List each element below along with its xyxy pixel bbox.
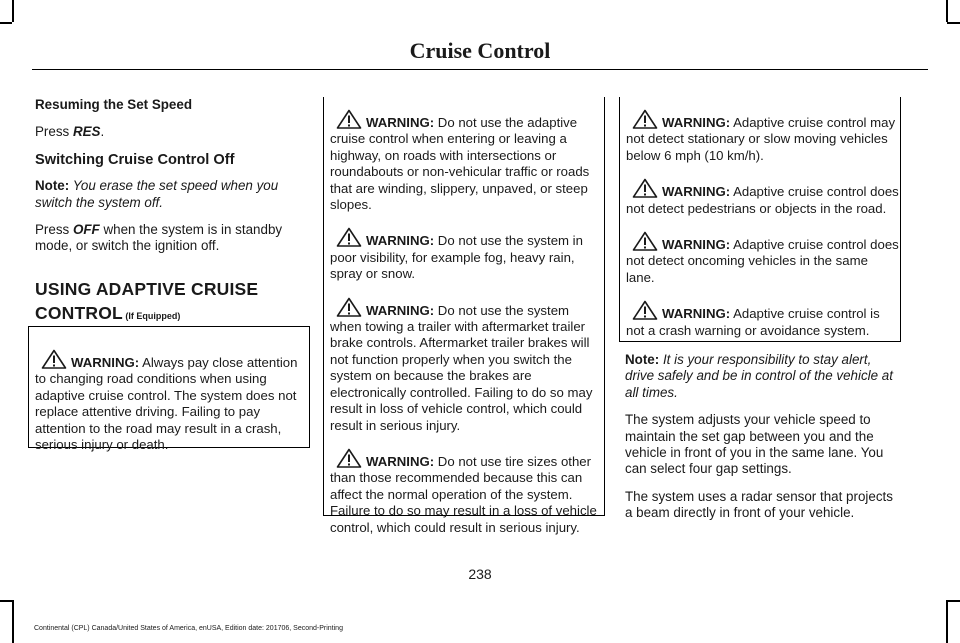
warning-box-1 — [28, 326, 310, 453]
crop-mark — [0, 22, 12, 24]
warning-item — [330, 227, 604, 282]
section-heading: USING ADAPTIVE CRUISE CONTROL (If Equipped) — [35, 278, 259, 323]
warning-label: WARNING: — [366, 115, 435, 130]
crop-mark — [946, 0, 948, 22]
warning-label: WARNING: — [366, 302, 435, 318]
footer-edition: Continental (CPL) Canada/United States of America, enUSA, Edition date: 201706, Second-Printing — [34, 625, 343, 632]
warning-box-2 — [323, 97, 605, 535]
warning-item — [330, 109, 604, 213]
warning-triangle-icon — [336, 448, 362, 468]
crop-mark — [947, 22, 960, 24]
resume-heading: Resuming the Set Speed — [35, 97, 192, 112]
crop-mark — [12, 0, 14, 22]
warning-text: Do not use the system in poor visibility, for example fog, heavy rain, spray or snow. — [330, 233, 583, 282]
warning-item — [626, 109, 900, 164]
warning-item — [330, 297, 604, 434]
column-1 — [35, 97, 307, 346]
crop-mark — [946, 600, 948, 643]
warning-text: Adaptive cruise control does not detect pedestrians or objects in the road. — [626, 184, 899, 216]
warning-triangle-icon — [41, 349, 67, 369]
res-key: RES — [72, 124, 101, 140]
off-heading: Switching Cruise Control Off — [35, 151, 235, 168]
warning-triangle-icon — [336, 109, 362, 129]
crop-mark — [0, 600, 12, 602]
warning-item — [330, 448, 604, 536]
warning-triangle-icon — [336, 297, 362, 317]
warning-label: WARNING: — [662, 306, 731, 322]
warning-label: WARNING: — [71, 355, 140, 370]
crop-mark — [947, 600, 960, 602]
warning-label: WARNING: — [662, 237, 731, 253]
warning-triangle-icon — [632, 178, 658, 198]
warning-triangle-icon — [632, 231, 658, 251]
header-rule — [32, 69, 928, 70]
column-3-body — [625, 352, 897, 533]
warning-item — [626, 231, 900, 286]
warning-text: Always pay close attention to changing road conditions when using adaptive cruise control. The system does not replace attentive driving. Failing to pay attention to the road may result in a crash, serious injury or death. — [35, 355, 298, 453]
warning-triangle-icon — [336, 227, 362, 247]
warning-text: Do not use the adaptive cruise control when entering or leaving a highway, on roads with intersections or roundabouts or non-vehicular traffic or roads that are winding, slippery, unpaved, or steep slopes. — [330, 115, 590, 213]
crop-mark — [12, 600, 14, 643]
page-title: Cruise Control — [409, 38, 551, 63]
warning-text: Adaptive cruise control does not detect oncoming vehicles in the same lane. — [626, 237, 899, 285]
resume-text: Press RES. — [35, 124, 105, 140]
warning-label: WARNING: — [366, 233, 435, 249]
warning-label: WARNING: — [662, 184, 731, 200]
gap-paragraph: The system adjusts your vehicle speed to maintain the set gap between you and the vehicle in front of you in the same lane. You can select four gap settings. — [625, 412, 884, 477]
responsibility-note: Note: It is your responsibility to stay alert, drive safely and be in control of the vehicle at all times. — [625, 352, 893, 400]
warning-text: Adaptive cruise control is not a crash warning or avoidance system. — [626, 306, 880, 338]
warning-item — [626, 178, 900, 217]
warning-text: Do not use the system when towing a trailer with aftermarket trailer brake controls. Aftermarket trailer brakes will not function properly when you switch the system on because the brakes are electronically controlled. Failing to do so may result in loss of vehicle control, which could result in serious injury. — [330, 302, 593, 433]
warning-triangle-icon — [632, 109, 658, 129]
off-key: OFF — [72, 222, 100, 238]
warning-item — [626, 300, 900, 339]
warning-box-3 — [619, 97, 901, 342]
warning-label: WARNING: — [662, 115, 731, 130]
off-note: Note: You erase the set speed when you switch the system off. — [35, 178, 279, 210]
radar-paragraph: The system uses a radar sensor that projects a beam directly in front of your vehicle. — [625, 488, 893, 521]
warning-item — [35, 349, 309, 453]
warning-text: Do not use tire sizes other than those recommended because this can affect the normal operation of the system. Failure to do so may result in a loss of vehicle control, which could result in serious injury. — [330, 453, 597, 535]
page-number: 238 — [468, 566, 492, 582]
warning-label: WARNING: — [366, 453, 435, 469]
off-instruction: Press OFF when the system is in standby mode, or switch the ignition off. — [35, 222, 283, 254]
warning-triangle-icon — [632, 300, 658, 320]
warning-text: Adaptive cruise control may not detect stationary or slow moving vehicles below 6 mph (10 km/h). — [626, 115, 896, 163]
